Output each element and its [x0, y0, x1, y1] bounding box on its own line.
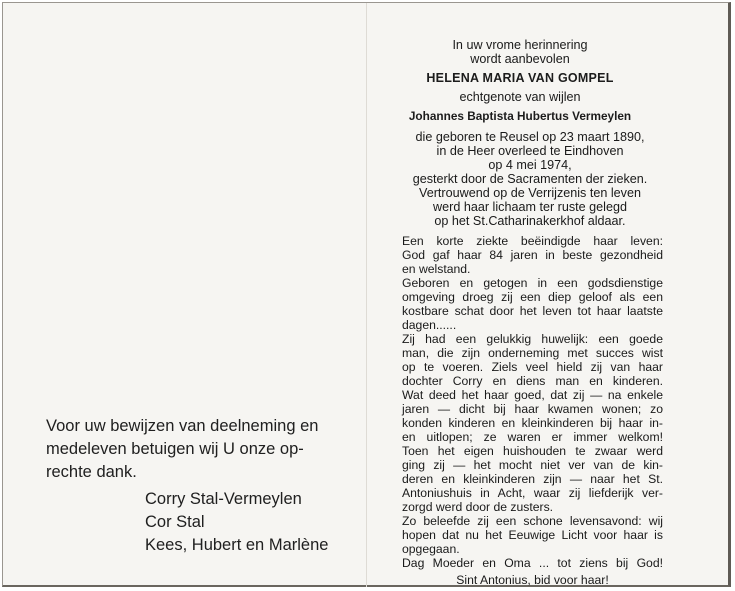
thanks-line: medeleven betuigen wij U onze op-	[46, 440, 304, 458]
prayer-line: Sint Antonius, bid voor haar!	[456, 573, 609, 587]
body-line: man, die zijn onderneming met succes wist	[402, 346, 663, 360]
thanks-line: Voor uw bewijzen van deelneming en	[46, 417, 319, 435]
body-line: konden kinderen en kleinkinderen bij haar in-	[402, 416, 663, 430]
body-line: jaren — dicht bij haar kwamen wonen; zo	[402, 402, 663, 416]
body-line: Wat deed het haar goed, dat zij — na enkele	[402, 388, 663, 402]
body-line: hopen dat nu het Eeuwige Licht voor haar is	[402, 528, 663, 542]
life-line: werd haar lichaam ter ruste gelegd	[433, 200, 627, 214]
body-line: Dag Moeder en Oma ... tot ziens bij God!	[402, 556, 663, 570]
deceased-name: HELENA MARIA VAN GOMPEL	[426, 71, 614, 85]
body-line: Een korte ziekte beëindigde haar leven:	[402, 234, 663, 248]
body-line: Antoniushuis in Acht, waar zij liefderijk ver-	[402, 486, 663, 500]
body-line: Zo beleefde zij een schone levensavond: wij	[402, 514, 663, 528]
body-line: omgeving droeg zij een diep geloof als een	[402, 290, 663, 304]
life-line: Vertrouwend op de Verrijzenis ten leven	[419, 186, 641, 200]
signature-line: Cor Stal	[145, 513, 205, 531]
card-fold-line	[366, 3, 367, 587]
life-line: die geboren te Reusel op 23 maart 1890,	[415, 130, 645, 144]
life-line: op 4 mei 1974,	[488, 158, 572, 172]
body-line: deren en kleinkinderen zijn — naar het St.	[402, 472, 663, 486]
life-line: gesterkt door de Sacramenten der zieken.	[412, 172, 648, 186]
body-line: Toen het eigen huishouden te zwaar werd	[402, 444, 663, 458]
body-line: zorgd werd door de zusters.	[402, 500, 554, 514]
body-line: dochter Corry en diens man en kinderen.	[402, 374, 663, 388]
life-line: in de Heer overleed te Eindhoven	[436, 144, 624, 158]
body-line: God gaf haar 84 jaren in beste gezondheid	[402, 248, 663, 262]
body-line: op te voeren. Ziels veel hield zij van haar	[402, 360, 663, 374]
body-line: ging zij — het mocht niet ver van de kin-	[402, 458, 663, 472]
signature-line: Kees, Hubert en Marlène	[145, 536, 329, 554]
spouse-name: Johannes Baptista Hubertus Vermeylen	[408, 109, 632, 123]
intro-line: In uw vrome herinnering	[452, 38, 588, 52]
intro-line: wordt aanbevolen	[470, 52, 570, 66]
body-line: en uitlopen; ze waren er immer welkom!	[402, 430, 663, 444]
body-line: dagen......	[402, 318, 457, 332]
spouse-intro: echtgenote van wijlen	[459, 90, 581, 104]
signature-line: Corry Stal-Vermeylen	[145, 490, 302, 508]
thanks-line: rechte dank.	[46, 463, 137, 481]
body-line: Zij had een gelukkig huwelijk: een goede	[402, 332, 663, 346]
body-line: opgegaan.	[402, 542, 460, 556]
life-line: op het St.Catharinakerkhof aldaar.	[434, 214, 626, 228]
body-line: en welstand.	[402, 262, 471, 276]
body-line: kostbare schat door het leven tot haar laatste	[402, 304, 663, 318]
body-line: Geboren en getogen in een godsdienstige	[402, 276, 663, 290]
